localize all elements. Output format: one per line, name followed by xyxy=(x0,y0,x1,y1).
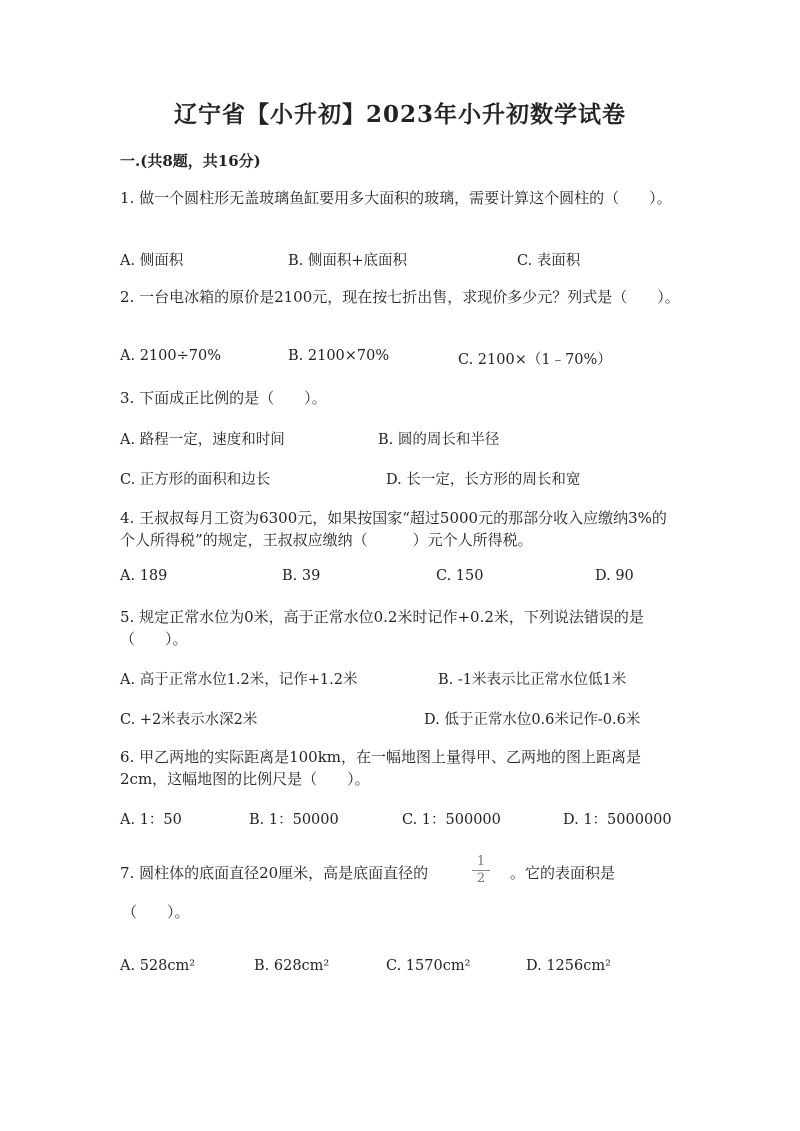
question-7-option-b: B. 628cm² xyxy=(254,958,330,974)
question-4-option-a: A. 189 xyxy=(120,568,168,584)
question-3-option-c: C. 正方形的面积和边长 xyxy=(120,472,271,488)
question-3-option-b: B. 圆的周长和半径 xyxy=(378,432,500,448)
question-7-stem-tail: 。它的表面积是 xyxy=(510,864,616,882)
question-7-option-a: A. 528cm² xyxy=(120,958,196,974)
question-3-stem: 3. 下面成正比例的是（ ）。 xyxy=(120,389,327,407)
question-6-option-c: C. 1：500000 xyxy=(402,812,501,828)
question-4-option-b: B. 39 xyxy=(282,568,321,584)
question-2-option-c: C. 2100×（1﹣70%） xyxy=(458,352,612,368)
question-7-blank: （ ）。 xyxy=(122,903,190,921)
page-title: 辽宁省【小升初】2023年小升初数学试卷 xyxy=(173,101,626,128)
question-5-option-d: D. 低于正常水位0.6米记作-0.6米 xyxy=(424,712,641,728)
question-3-option-d: D. 长一定，长方形的周长和宽 xyxy=(386,472,581,488)
question-7-option-d: D. 1256cm² xyxy=(526,958,611,974)
fraction-denominator: 2 xyxy=(476,871,486,886)
question-6-option-d: D. 1：5000000 xyxy=(563,812,672,828)
question-6-stem: 6. 甲乙两地的实际距离是100km，在一幅地图上量得甲、乙两地的图上距离是2cm，这幅地图的比例尺是（ ）。 xyxy=(120,748,642,788)
question-6-option-b: B. 1：50000 xyxy=(249,812,339,828)
section-header: 一.(共8题，共16分) xyxy=(120,152,261,170)
question-4-stem: 4. 王叔叔每月工资为6300元，如果按国家“超过5000元的那部分收入应缴纳3%的个人所得税”的规定，王叔叔应缴纳（ ）元个人所得税。 xyxy=(120,509,667,549)
question-4-option-c: C. 150 xyxy=(436,568,484,584)
question-3-option-a: A. 路程一定，速度和时间 xyxy=(120,432,285,448)
question-2-option-a: A. 2100÷70% xyxy=(120,348,221,364)
question-5-option-a: A. 高于正常水位1.2米，记作+1.2米 xyxy=(120,672,358,688)
question-1-option-a: A. 侧面积 xyxy=(120,253,184,269)
question-1-option-b: B. 侧面积+底面积 xyxy=(288,253,408,269)
one-half-fraction xyxy=(472,855,490,886)
question-4-option-d: D. 90 xyxy=(595,568,634,584)
question-5-option-c: C. +2米表示水深2米 xyxy=(120,712,258,728)
question-1-option-c: C. 表面积 xyxy=(517,253,581,269)
question-5-stem: 5. 规定正常水位为0米，高于正常水位0.2米时记作+0.2米，下列说法错误的是（ ）。 xyxy=(120,608,644,648)
question-7-stem: 7. 圆柱体的底面直径20厘米，高是底面直径的 xyxy=(120,864,429,882)
question-2-stem: 2. 一台电冰箱的原价是2100元，现在按七折出售，求现价多少元？列式是（ ）。 xyxy=(120,288,680,306)
question-2-option-b: B. 2100×70% xyxy=(288,348,390,364)
fraction-numerator: 1 xyxy=(476,854,486,869)
question-1-stem: 1. 做一个圆柱形无盖玻璃鱼缸要用多大面积的玻璃，需要计算这个圆柱的（ ）。 xyxy=(120,189,672,207)
question-7-option-c: C. 1570cm² xyxy=(386,958,471,974)
question-5-option-b: B. -1米表示比正常水位低1米 xyxy=(438,672,627,688)
question-6-option-a: A. 1：50 xyxy=(120,812,182,828)
